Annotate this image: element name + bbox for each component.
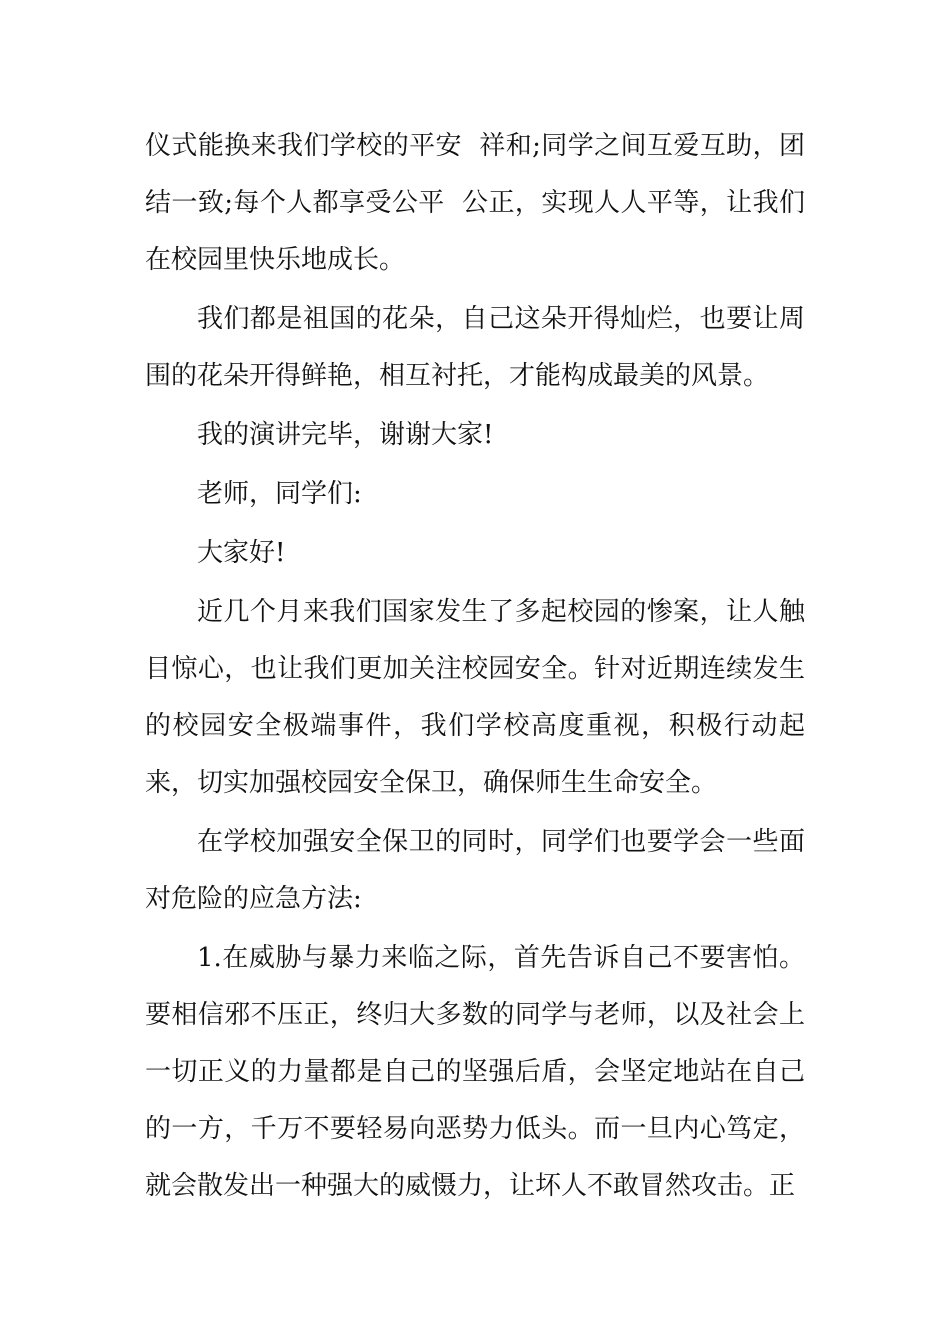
paragraph-item-1: 1.在威胁与暴力来临之际，首先告诉自己不要害怕。要相信邪不压正，终归大多数的同学与老师，以及社会上一切正义的力量都是自己的坚强后盾，会坚定地站在自己的一方，千万不要轻易向恶势力低头。而一旦内心笃定，就会散发出一种强大的威慑力，让坏人不敢冒然攻击。正 — [145, 943, 805, 1201]
paragraph-flowers: 我们都是祖国的花朵，自己这朵开得灿烂，也要让周围的花朵开得鲜艳，相互衬托，才能构成最美的风景。 — [145, 304, 805, 391]
paragraph-closing: 我的演讲完毕，谢谢大家! — [197, 420, 494, 450]
paragraph-emergency-intro: 在学校加强安全保卫的同时，同学们也要学会一些面对危险的应急方法: — [145, 827, 805, 914]
paragraph-continuation: 仪式能换来我们学校的平安 祥和;同学之间互爱互助，团结一致;每个人都享受公平 公正，实现人人平等，让我们在校园里快乐地成长。 — [145, 131, 805, 275]
paragraph-salutation: 老师，同学们: — [197, 479, 362, 509]
paragraph-incidents: 近几个月来我们国家发生了多起校园的惨案，让人触目惊心，也让我们更加关注校园安全。针对近期连续发生的校园安全极端事件，我们学校高度重视，积极行动起来，切实加强校园安全保卫，确保师生生命安全。 — [145, 597, 805, 798]
paragraph-greeting: 大家好! — [197, 538, 286, 568]
document-body — [145, 118, 805, 1217]
